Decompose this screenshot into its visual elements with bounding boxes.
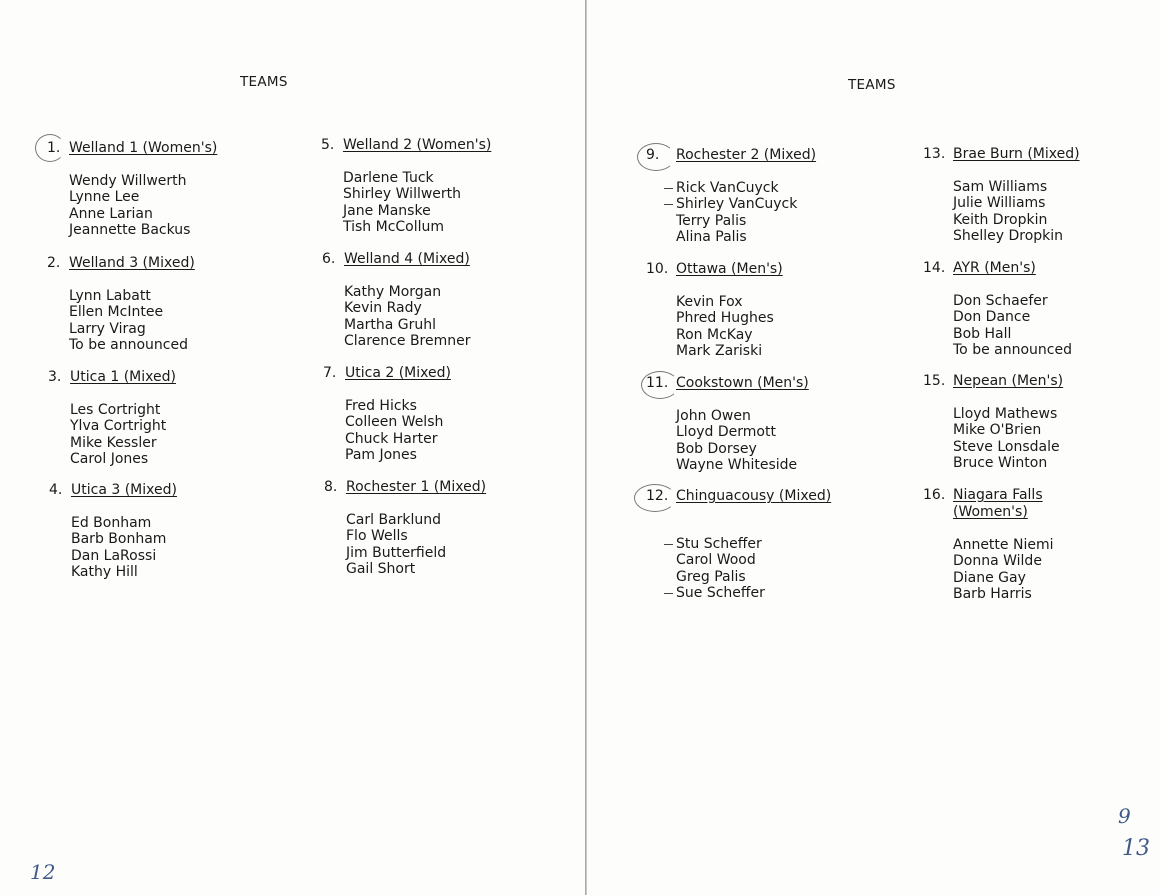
team-entry bbox=[923, 260, 1160, 359]
member-name: Pam Jones bbox=[345, 447, 417, 464]
team-name: Niagara Falls (Women's) bbox=[953, 487, 1043, 520]
member-name-text: Shirley VanCuyck bbox=[676, 196, 798, 213]
team-number: 7. bbox=[323, 365, 337, 381]
team-name: Welland 3 (Mixed) bbox=[69, 255, 195, 271]
team-name: Utica 2 (Mixed) bbox=[345, 365, 451, 381]
team-members bbox=[69, 288, 292, 354]
member-name: Jeannette Backus bbox=[69, 222, 191, 239]
member-name bbox=[676, 180, 891, 196]
member-name: Bob Hall bbox=[953, 325, 1012, 342]
member-name: Terry Palis bbox=[676, 212, 747, 229]
team-entry bbox=[646, 261, 891, 360]
page-gutter bbox=[585, 0, 587, 895]
page-heading: TEAMS bbox=[848, 77, 896, 93]
team-members bbox=[70, 402, 293, 468]
member-name: Clarence Bremner bbox=[344, 333, 471, 350]
member-name: Mike O'Brien bbox=[953, 422, 1042, 439]
member-name: Lloyd Mathews bbox=[953, 406, 1058, 422]
team-members bbox=[676, 294, 891, 360]
member-name bbox=[676, 196, 891, 212]
team-members bbox=[953, 179, 1160, 245]
member-name: Barb Harris bbox=[953, 586, 1032, 603]
team-members bbox=[344, 284, 567, 350]
team-header bbox=[646, 147, 891, 164]
member-name: Tish McCollum bbox=[343, 219, 445, 236]
member-name: Kevin Rady bbox=[344, 300, 422, 317]
member-name: Fred Hicks bbox=[345, 398, 417, 414]
member-name: Alina Palis bbox=[676, 229, 747, 246]
member-name: Dan LaRossi bbox=[71, 547, 157, 564]
team-name: Utica 1 (Mixed) bbox=[70, 369, 176, 385]
member-name-text: Rick VanCuyck bbox=[676, 180, 779, 196]
member-name: Flo Wells bbox=[346, 528, 408, 545]
member-name: Sam Williams bbox=[953, 179, 1048, 195]
member-name bbox=[676, 536, 891, 552]
team-members bbox=[676, 536, 891, 602]
member-name: Diane Gay bbox=[953, 569, 1026, 586]
team-number: 4. bbox=[49, 482, 63, 498]
member-name: Martha Gruhl bbox=[344, 316, 437, 333]
team-members bbox=[345, 398, 568, 464]
team-header bbox=[646, 375, 891, 392]
member-name: Colleen Welsh bbox=[345, 414, 444, 431]
member-name: Keith Dropkin bbox=[953, 211, 1048, 228]
team-name: Utica 3 (Mixed) bbox=[71, 482, 177, 498]
pen-dash-mark bbox=[664, 593, 673, 594]
handwritten-page-number: 12 bbox=[30, 860, 56, 884]
team-entry bbox=[923, 487, 1160, 603]
team-number: 3. bbox=[48, 369, 62, 385]
team-members bbox=[346, 512, 569, 578]
member-name: Gail Short bbox=[346, 561, 416, 578]
member-name: Jim Butterfield bbox=[346, 544, 447, 561]
team-name: Ottawa (Men's) bbox=[676, 261, 783, 277]
team-entry bbox=[322, 251, 567, 350]
member-name: Chuck Harter bbox=[345, 430, 438, 447]
member-name: Ed Bonham bbox=[71, 515, 152, 531]
member-name: Ron McKay bbox=[676, 326, 753, 343]
team-number: 2. bbox=[47, 255, 61, 271]
team-name: Chinguacousy (Mixed) bbox=[676, 488, 832, 504]
team-number: 13. bbox=[923, 146, 946, 162]
team-header bbox=[47, 140, 292, 157]
page-heading: TEAMS bbox=[240, 74, 288, 90]
team-entry bbox=[646, 147, 891, 246]
team-number: 1. bbox=[47, 140, 61, 156]
member-name-text: Sue Scheffer bbox=[676, 585, 765, 602]
team-header bbox=[49, 482, 294, 499]
team-members bbox=[676, 408, 891, 474]
member-name bbox=[676, 585, 891, 601]
pen-dash-mark bbox=[664, 204, 673, 205]
member-name: Carol Wood bbox=[676, 552, 756, 569]
member-name: Lynne Lee bbox=[69, 189, 140, 206]
team-entry bbox=[47, 255, 292, 354]
team-name: Welland 2 (Women's) bbox=[343, 137, 492, 153]
pen-dash-mark bbox=[664, 188, 673, 189]
member-name: Carol Jones bbox=[70, 451, 149, 468]
team-entry bbox=[49, 482, 294, 581]
member-name: Barb Bonham bbox=[71, 531, 167, 548]
team-header bbox=[324, 479, 569, 496]
member-name-text: Stu Scheffer bbox=[676, 536, 762, 552]
team-entry bbox=[646, 488, 891, 602]
team-members bbox=[71, 515, 294, 581]
member-name: Mike Kessler bbox=[70, 434, 157, 451]
member-name: Ellen McIntee bbox=[69, 304, 164, 321]
member-name: John Owen bbox=[676, 408, 751, 424]
team-number: 8. bbox=[324, 479, 338, 495]
member-name: To be announced bbox=[69, 337, 188, 354]
member-name: Don Dance bbox=[953, 309, 1031, 326]
team-members bbox=[953, 293, 1160, 359]
team-number: 5. bbox=[321, 137, 335, 153]
member-name: Kathy Hill bbox=[71, 564, 138, 581]
team-entry bbox=[321, 137, 566, 236]
member-name: Kevin Fox bbox=[676, 294, 743, 310]
team-entry bbox=[646, 375, 891, 474]
pen-dash-mark bbox=[664, 544, 673, 545]
team-name: Rochester 2 (Mixed) bbox=[676, 147, 817, 163]
member-name: To be announced bbox=[953, 342, 1072, 359]
team-members bbox=[343, 170, 566, 236]
member-name: Julie Williams bbox=[953, 195, 1046, 212]
team-name: Cookstown (Men's) bbox=[676, 375, 809, 391]
member-name: Wendy Willwerth bbox=[69, 173, 187, 189]
member-name: Bruce Winton bbox=[953, 455, 1048, 472]
team-number: 11. bbox=[646, 375, 669, 391]
member-name: Annette Niemi bbox=[953, 537, 1054, 553]
team-header bbox=[321, 137, 566, 154]
team-members bbox=[953, 406, 1160, 472]
team-name: AYR (Men's) bbox=[953, 260, 1036, 276]
handwritten-note-top: 9 bbox=[1118, 804, 1131, 828]
team-header bbox=[47, 255, 292, 272]
member-name: Ylva Cortright bbox=[70, 418, 167, 435]
team-name: Welland 4 (Mixed) bbox=[344, 251, 470, 267]
member-name: Shirley Willwerth bbox=[343, 186, 462, 203]
team-header bbox=[323, 365, 568, 382]
member-name: Lloyd Dermott bbox=[676, 424, 776, 441]
member-name: Steve Lonsdale bbox=[953, 438, 1060, 455]
team-number: 16. bbox=[923, 487, 946, 503]
team-header bbox=[923, 373, 1160, 390]
team-number: 6. bbox=[322, 251, 336, 267]
member-name: Phred Hughes bbox=[676, 310, 774, 327]
team-entry bbox=[323, 365, 568, 464]
right-page bbox=[590, 0, 1160, 895]
team-number: 14. bbox=[923, 260, 946, 276]
member-name: Lynn Labatt bbox=[69, 288, 151, 304]
team-name: Rochester 1 (Mixed) bbox=[346, 479, 487, 495]
team-header bbox=[646, 261, 891, 278]
team-header bbox=[48, 369, 293, 386]
team-entry bbox=[48, 369, 293, 468]
team-number: 9. bbox=[646, 147, 660, 163]
team-entry bbox=[324, 479, 569, 578]
member-name: Wayne Whiteside bbox=[676, 457, 798, 474]
team-members bbox=[953, 537, 1160, 603]
member-name: Les Cortright bbox=[70, 402, 161, 418]
team-entry bbox=[923, 373, 1160, 472]
team-members bbox=[69, 173, 292, 239]
member-name: Shelley Dropkin bbox=[953, 228, 1064, 245]
team-header bbox=[322, 251, 567, 268]
team-members bbox=[676, 180, 891, 246]
team-name: Nepean (Men's) bbox=[953, 373, 1064, 389]
member-name: Larry Virag bbox=[69, 320, 146, 337]
member-name: Greg Palis bbox=[676, 568, 746, 585]
member-name: Jane Manske bbox=[343, 202, 431, 219]
team-entry bbox=[47, 140, 292, 239]
handwritten-note-bottom: 13 bbox=[1122, 836, 1150, 861]
team-name: Welland 1 (Women's) bbox=[69, 140, 218, 156]
member-name: Donna Wilde bbox=[953, 553, 1042, 570]
member-name: Darlene Tuck bbox=[343, 170, 434, 186]
member-name: Don Schaefer bbox=[953, 293, 1048, 309]
member-name: Anne Larian bbox=[69, 205, 153, 222]
member-name: Kathy Morgan bbox=[344, 284, 442, 300]
team-header bbox=[923, 146, 1160, 163]
team-entry bbox=[923, 146, 1160, 245]
team-header bbox=[923, 260, 1160, 277]
team-header bbox=[646, 488, 891, 505]
team-header bbox=[923, 487, 1160, 521]
member-name: Bob Dorsey bbox=[676, 440, 757, 457]
team-name: Brae Burn (Mixed) bbox=[953, 146, 1080, 162]
team-number: 12. bbox=[646, 488, 669, 504]
member-name: Mark Zariski bbox=[676, 343, 763, 360]
member-name: Carl Barklund bbox=[346, 512, 442, 528]
team-number: 15. bbox=[923, 373, 946, 389]
team-number: 10. bbox=[646, 261, 669, 277]
